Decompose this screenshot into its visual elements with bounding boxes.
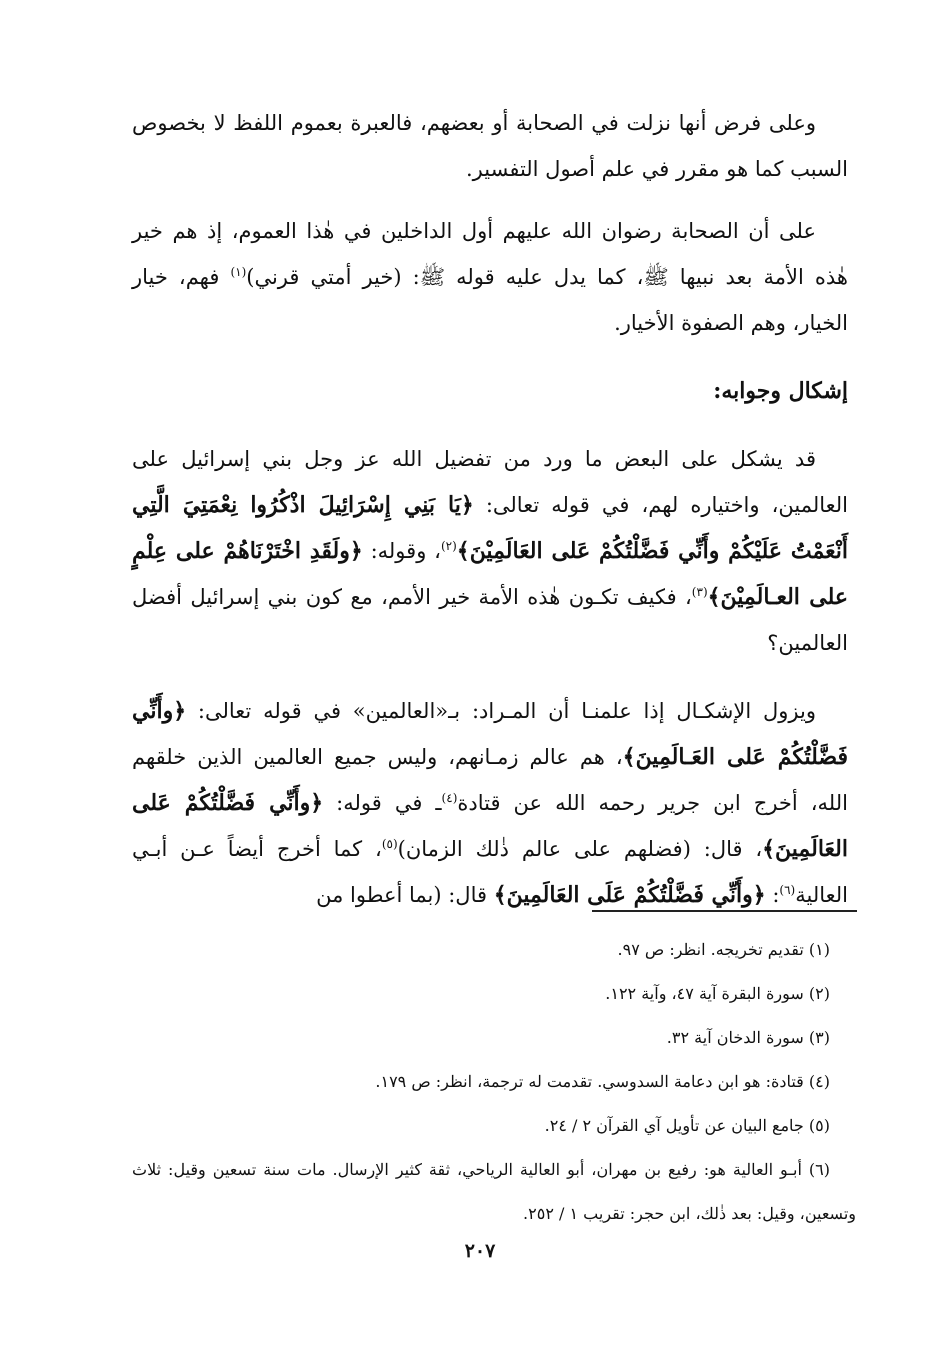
quran-verse-1: ﴿يَا بَنِي إِسْرَائِيلَ اذْكُرُوا نِعْمَتِيَ الَّتِي أَنْعَمْتُ عَلَيْكُمْ وأَنِّي فَضَّلْتُكُمْ عَلى العَالَمِيْنَ﴾ bbox=[132, 492, 849, 564]
section-heading: إشكال وجوابه: bbox=[713, 378, 848, 404]
paragraph-4-text-1: ويزول الإشكـال إذا علمنـا أن المـراد: بـ«العالمين» في قوله تعالى: bbox=[186, 699, 816, 723]
paragraph-3-text-1: قد يشكل على البعض ما ورد من تفضيل الله عز وجل بني إسرائيل على العالمين، واختياره لهم، في قوله تعالى: bbox=[132, 447, 848, 517]
paragraph-3 bbox=[132, 436, 848, 666]
footnote-1: (١) تقديم تخريجه. انظر: ص ٩٧. bbox=[617, 940, 830, 959]
quran-verse-3: ﴿وأَنِّي فَضَّلْتُكُمْ عَلى العَـالَمِينَ﴾ bbox=[132, 698, 848, 770]
paragraph-4 bbox=[132, 688, 848, 918]
footnotes bbox=[132, 928, 856, 1236]
footnote-6: (٦) أبـو العالية هو: رفيع بن مهران، أبو العالية الرياحي، ثقة كثير الإرسال. مات سنة تسعين وقيل: ثلاث وتسعين، وقيل: بعد ذٰلك، ابن حجر: تقريب ١ / ٢٥٢. bbox=[132, 1160, 856, 1223]
paragraph-4-text-4: ، قال: (فضلهم على عالم ذٰلك الزمان) bbox=[397, 837, 763, 861]
footnote-ref-4: (٤) bbox=[441, 791, 458, 805]
footnote-3: (٣) سورة الدخان آية ٣٢. bbox=[666, 1028, 830, 1047]
paragraph-3-text-3: ، فكيف تكـون هٰذه الأمة خير الأمم، مع كون بني إسرائيل أفضل العالمين؟ bbox=[132, 585, 848, 655]
paragraph-2 bbox=[132, 208, 848, 346]
paragraph-1: وعلى فرض أنها نزلت في الصحابة أو بعضهم، فالعبرة بعموم اللفظ لا بخصوص السبب كما هو مقرر في علم أصول التفسير. bbox=[132, 111, 848, 181]
footnote-ref-5: (٥) bbox=[381, 837, 398, 851]
quran-verse-5: ﴿وأَنِّي فَضَّلْتُكُمْ عَلَى العَالَمِينَ﴾ bbox=[493, 882, 766, 908]
quran-verse-4: ﴿وأَنِّي فَضَّلْتُكُمْ عَلى العَالَمِينَ﴾ bbox=[132, 790, 848, 862]
footnote-separator bbox=[592, 910, 857, 912]
paragraph-4-text-3: ـ في قوله: bbox=[323, 791, 442, 815]
footnote-2: (٢) سورة البقرة آية ٤٧، وآية ١٢٢. bbox=[605, 984, 830, 1003]
paragraph-4-text-2: ، هم عالم زمـانهم، وليس جميع العالمين الذين خلقهم الله، أخرج ابن جرير رحمه الله عن قتادة bbox=[132, 745, 848, 815]
footnote-5: (٥) جامع البيان عن تأويل آي القرآن ٢ / ٢٤. bbox=[544, 1116, 830, 1135]
footnote-ref-3: (٣) bbox=[691, 585, 708, 599]
paragraph-4-text-6: : bbox=[765, 883, 780, 907]
quran-verse-2: ﴿ولَقَدِ اخْتَرْنَاهُمْ على عِلْمٍ على العـالَمِيْنَ﴾ bbox=[132, 538, 848, 610]
page-number: ٢٠٧ bbox=[464, 1240, 496, 1262]
paragraph-2-text-1: على أن الصحابة رضوان الله عليهم أول الداخلين في هٰذا العموم، إذ هم خير هٰذه الأمة بعد نبيها ﷺ، كما يدل عليه قوله ﷺ: (خير أمتي قرني) bbox=[132, 219, 848, 289]
paragraph-4-text-7: قال: (بما أعطوا من bbox=[316, 883, 494, 907]
main-text bbox=[132, 100, 848, 940]
paragraph-3-text-2: ، وقوله: bbox=[362, 539, 441, 563]
paragraph-4-text-5: ، كما أخرج أيضاً عـن أبـي العالية bbox=[132, 837, 848, 907]
footnote-ref-2: (٢) bbox=[440, 539, 457, 553]
footnote-ref-6: (٦) bbox=[779, 883, 796, 897]
footnote-4: (٤) قتادة: هو ابن دعامة السدوسي. تقدمت له ترجمة، انظر: ص ١٧٩. bbox=[375, 1072, 830, 1091]
paragraph-2-text-2: فهم، خيار الخيار، وهم الصفوة الأخيار. bbox=[132, 265, 848, 335]
footnote-ref-1: (١) bbox=[230, 265, 247, 279]
